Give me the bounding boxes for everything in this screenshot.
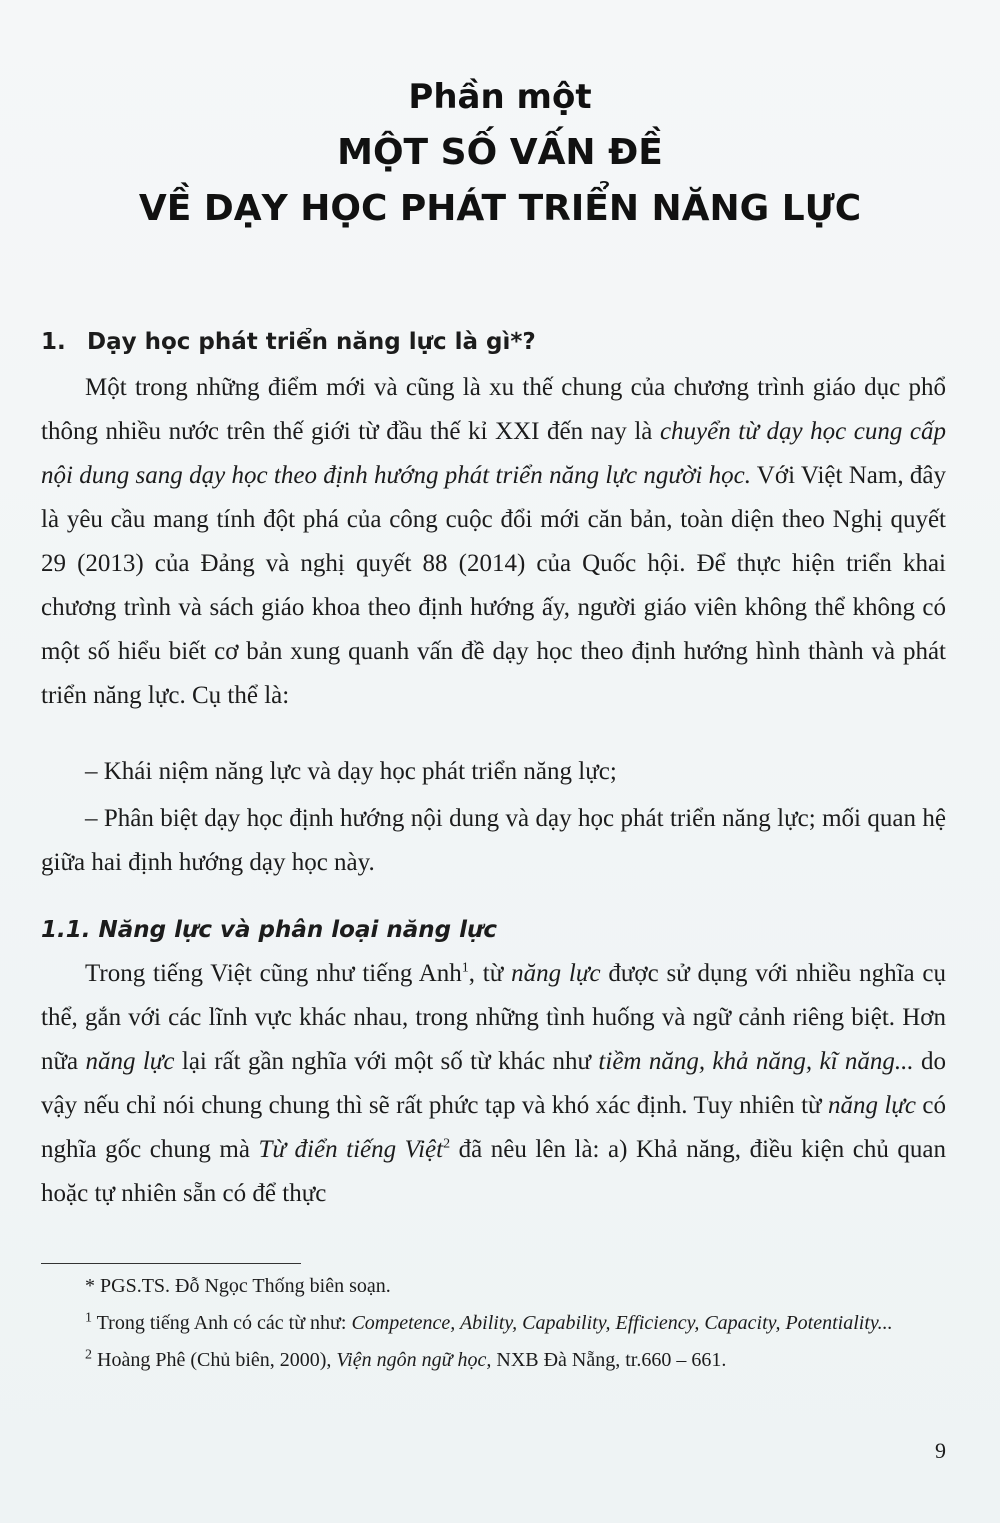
subsection-1-1-heading: 1.1. Năng lực và phân loại năng lực [41,917,497,943]
chapter-title-line2: VỀ DẠY HỌC PHÁT TRIỂN NĂNG LỰC [138,188,862,229]
footnotes [41,1270,946,1381]
chapter-title-line1: MỘT SỐ VẤN ĐỀ [337,132,663,173]
footnote-2: $^2$ Hoàng Phê (Chủ biên, 2000), Viện ngôn ngữ học, NXB Đà Nẵng, tr.660 – 661. [85,1347,727,1371]
paragraph-1: Một trong những điểm mới và cũng là xu thế chung của chương trình giáo dục phổ thông nhiều nước trên thế giới từ đầu thế kỉ XXI đến nay là chuyển từ dạy học cung cấp nội dung sang dạy học theo định hướng phát triển năng lực người học. Với Việt Nam, đây là yêu cầu mang tính đột phá của công cuộc đổi mới căn bản, toàn diện theo Nghị quyết 29 (2013) của Đảng và nghị quyết 88 (2014) của Quốc hội. Để thực hiện triển khai chương trình và sách giáo khoa theo định hướng ấy, người giáo viên không thể không có một số hiểu biết cơ bản xung quanh vấn đề dạy học theo định hướng hình thành và phát triển năng lực. Cụ thể là: [41,374,946,709]
chapter-heading [0,74,1000,236]
paragraph-2: Trong tiếng Việt cũng như tiếng Anh$^1$, từ năng lực được sử dụng với nhiều nghĩa cụ thể, gắn với các lĩnh vực khác nhau, trong những tình huống và ngữ cảnh riêng biệt. Hơn nữa năng lực lại rất gần nghĩa với một số từ khác như tiềm năng, khả năng, kĩ năng... do vậy nếu chỉ nói chung chung thì sẽ rất phức tạp và khó xác định. Tuy nhiên từ năng lực có nghĩa gốc chung mà Từ điển tiếng Việt$^2$ đã nêu lên là: a) Khả năng, điều kiện chủ quan hoặc tự nhiên sẵn có để thực [41,960,947,1207]
section-1-heading [41,322,946,362]
part-title: Phần một [408,77,592,117]
bullet-item-2: – Phân biệt dạy học định hướng nội dung và dạy học phát triển năng lực; mối quan hệ giữa hai định hướng dạy học này. [41,805,946,876]
footnote-star: * PGS.TS. Đỗ Ngọc Thống biên soạn. [85,1275,391,1297]
section-number: 1. [41,329,66,355]
bullet-item-1: – Khái niệm năng lực và dạy học phát triển năng lực; [85,758,617,785]
section-title: Dạy học phát triển năng lực là gì*? [87,329,536,355]
footnote-divider [41,1263,301,1264]
page-number: 9 [935,1438,946,1463]
footnote-1: $^1$ Trong tiếng Anh có các từ như: Competence, Ability, Capability, Efficiency, Capacity, Potentiality... [85,1310,893,1334]
